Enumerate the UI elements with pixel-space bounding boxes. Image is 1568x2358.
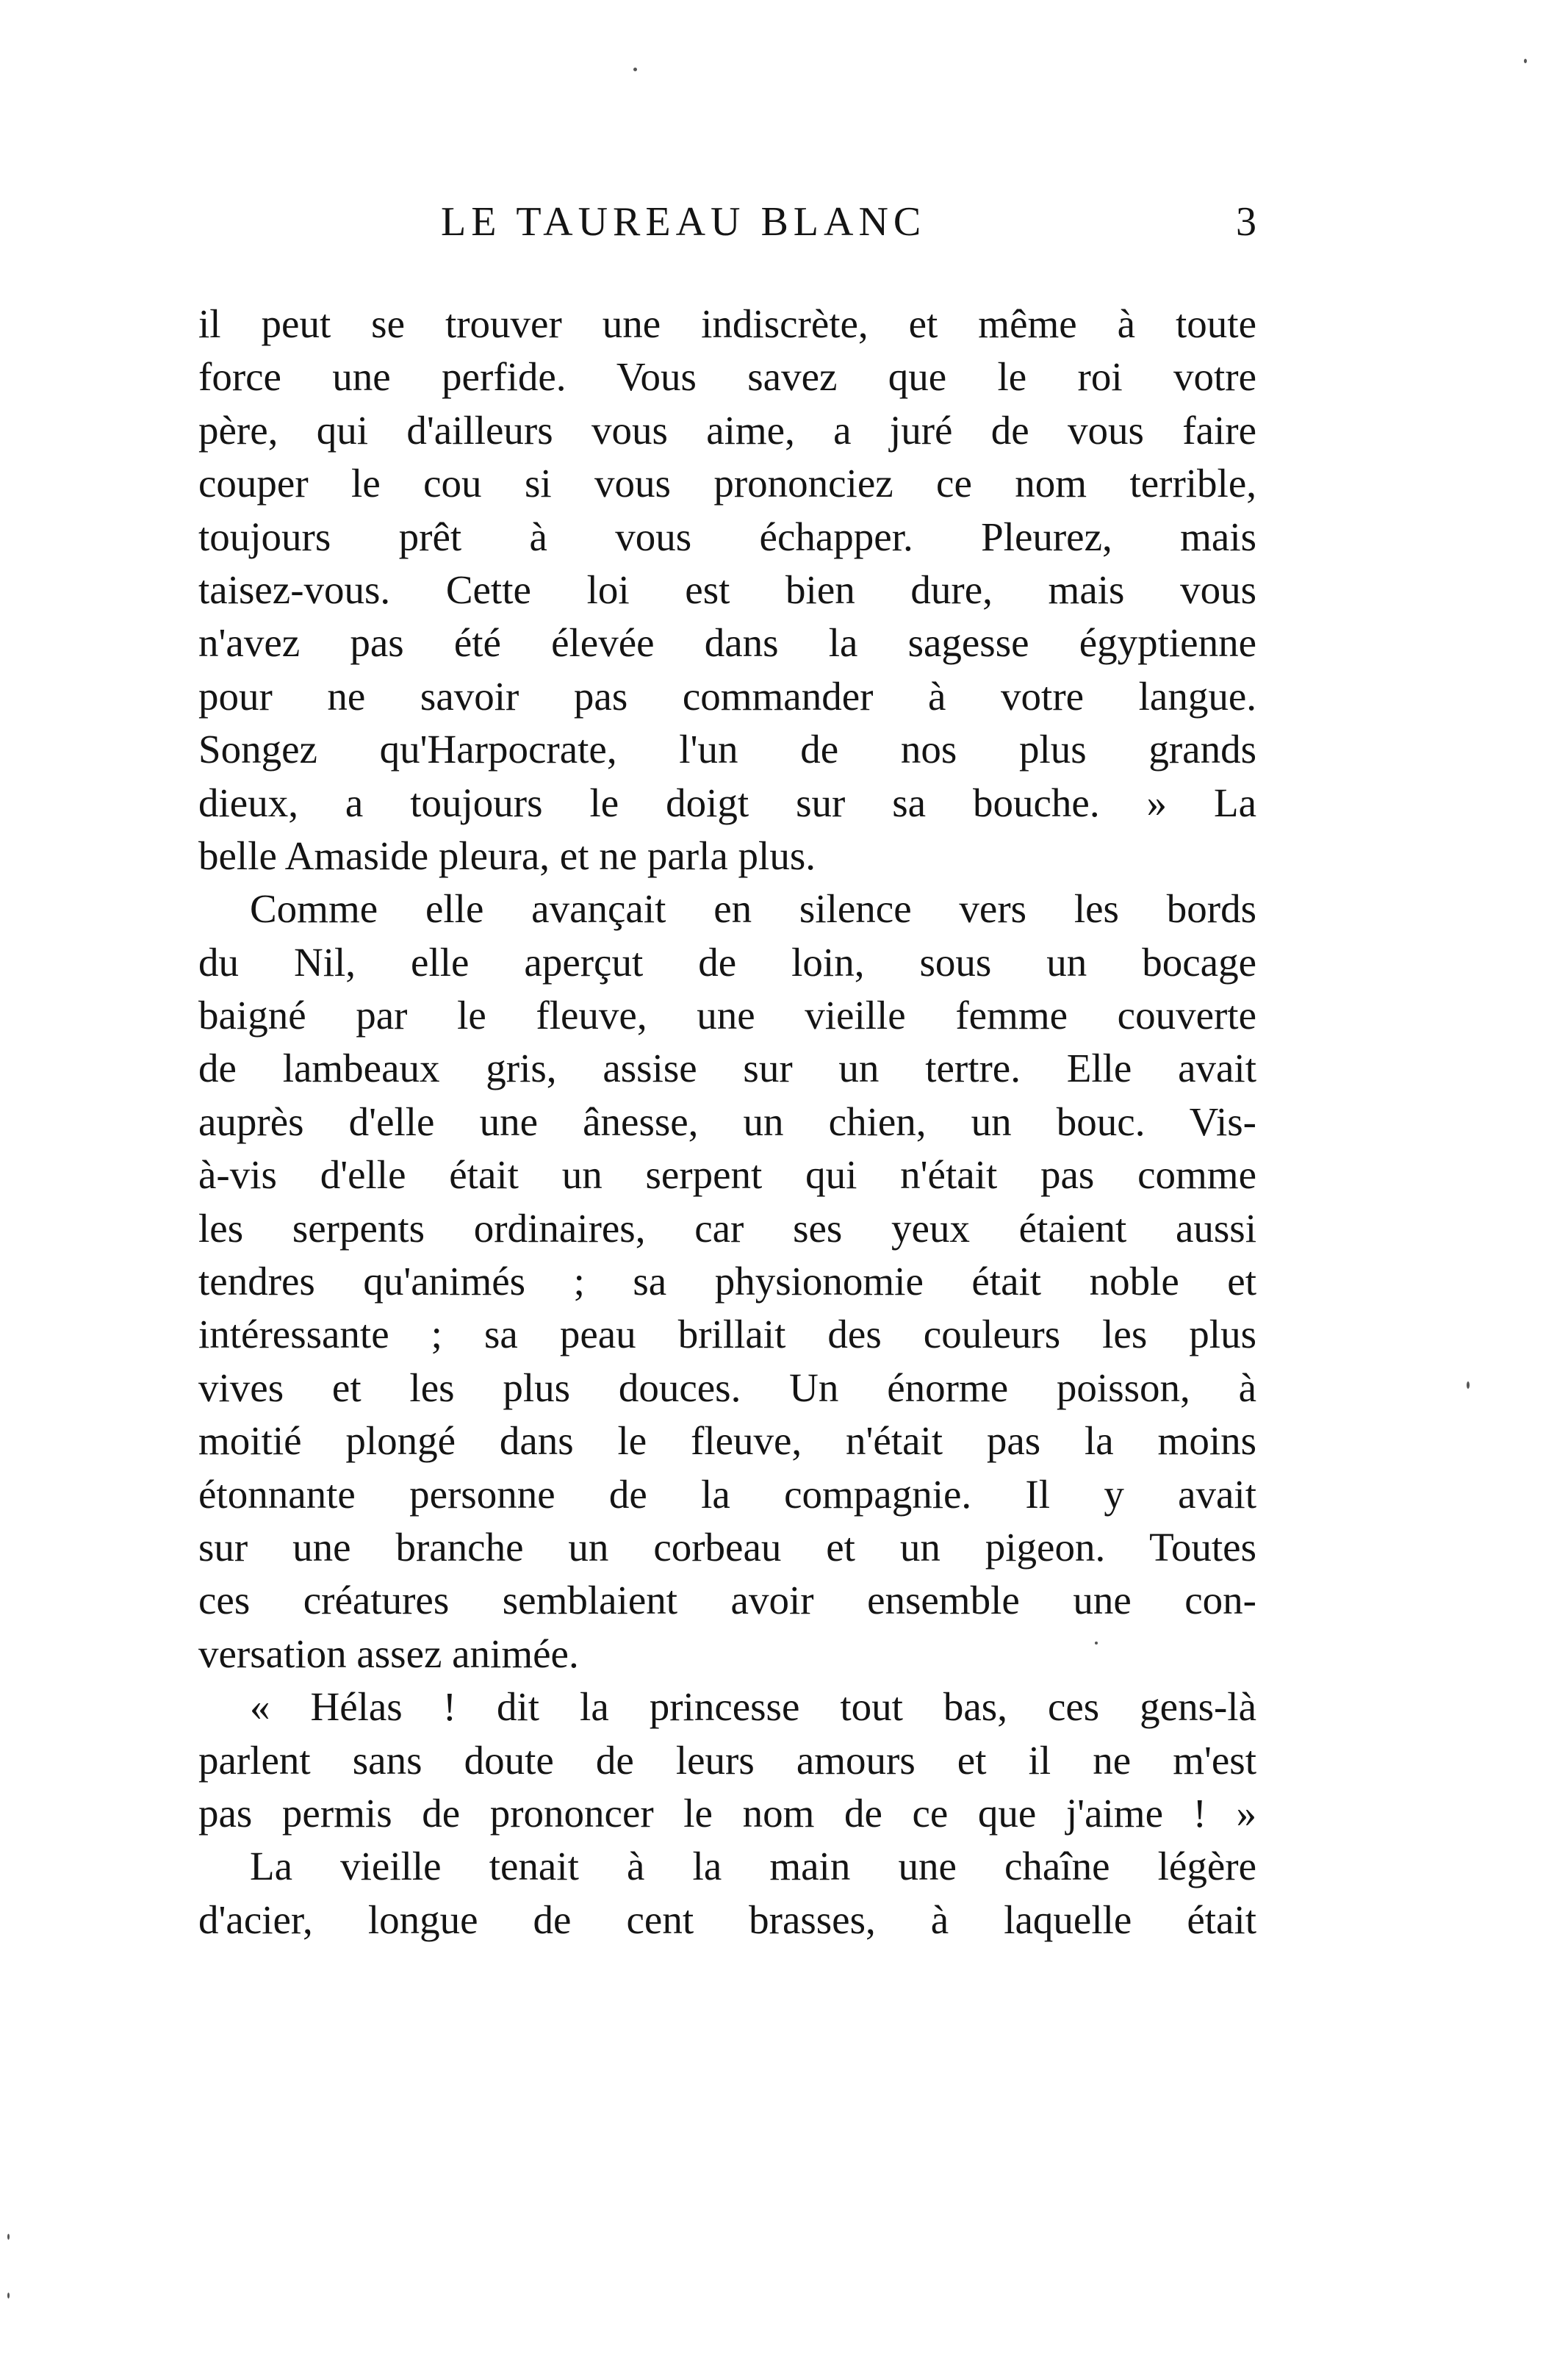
text-line: tendres qu'animés ; sa physionomie était noble et xyxy=(198,1259,1256,1304)
page-header xyxy=(198,193,1256,251)
text-line: auprès d'elle une ânesse, un chien, un bouc. Vis- xyxy=(198,1099,1256,1144)
page-number: 3 xyxy=(1236,199,1256,245)
text-line: pas permis de prononcer le nom de ce que j'aime ! » xyxy=(198,1790,1256,1836)
text-line: taisez-vous. Cette loi est bien dure, mais vous xyxy=(198,567,1256,612)
text-line: sur une branche un corbeau et un pigeon. Toutes xyxy=(198,1524,1256,1570)
text-line: baigné par le fleuve, une vieille femme couverte xyxy=(198,993,1256,1038)
text-line: à-vis d'elle était un serpent qui n'était pas comme xyxy=(198,1152,1256,1198)
text-line: d'acier, longue de cent brasses, à laquelle était xyxy=(198,1897,1256,1942)
text-line: ces créatures semblaient avoir ensemble une con- xyxy=(198,1578,1256,1623)
text-line: Comme elle avançait en silence vers les bords xyxy=(250,886,1256,932)
text-line: pour ne savoir pas commander à votre langue. xyxy=(198,673,1256,719)
text-line: belle Amaside pleura, et ne parla plus. xyxy=(198,833,816,878)
body-text xyxy=(198,298,1256,1947)
text-line: intéressante ; sa peau brillait des couleurs les plus xyxy=(198,1312,1256,1357)
text-line: parlent sans doute de leurs amours et il ne m'est xyxy=(198,1737,1256,1783)
text-line: vives et les plus douces. Un énorme poisson, à xyxy=(198,1365,1256,1410)
text-line: de lambeaux gris, assise sur un tertre. Elle avait xyxy=(198,1046,1256,1091)
text-line: versation assez animée. xyxy=(198,1631,579,1676)
text-line: n'avez pas été élevée dans la sagesse égyptienne xyxy=(198,620,1256,666)
text-line: il peut se trouver une indiscrète, et même à toute xyxy=(198,301,1256,346)
text-line: les serpents ordinaires, car ses yeux étaient aussi xyxy=(198,1205,1256,1251)
scan-speck xyxy=(7,2234,10,2240)
text-line: Songez qu'Harpocrate, l'un de nos plus grands xyxy=(198,727,1256,772)
scan-speck xyxy=(1467,1381,1470,1389)
scan-speck xyxy=(1524,59,1527,63)
text-line: couper le cou si vous prononciez ce nom terrible, xyxy=(198,461,1256,506)
text-line: force une perfide. Vous savez que le roi votre xyxy=(198,354,1256,400)
text-line: toujours prêt à vous échapper. Pleurez, mais xyxy=(198,514,1256,559)
scan-speck xyxy=(633,68,637,71)
text-line: dieux, a toujours le doigt sur sa bouche. » La xyxy=(198,780,1256,825)
scan-speck xyxy=(7,2293,10,2298)
text-line: étonnante personne de la compagnie. Il y avait xyxy=(198,1471,1256,1517)
text-line: « Hélas ! dit la princesse tout bas, ces gens-là xyxy=(250,1684,1256,1730)
running-title: LE TAUREAU BLANC xyxy=(441,199,927,245)
text-line: La vieille tenait à la main une chaîne légère xyxy=(250,1844,1256,1889)
text-line: père, qui d'ailleurs vous aime, a juré de vous faire xyxy=(198,407,1256,453)
text-line: moitié plongé dans le fleuve, n'était pas la moins xyxy=(198,1418,1256,1464)
text-line: du Nil, elle aperçut de loin, sous un bocage xyxy=(198,939,1256,985)
scan-speck xyxy=(1095,1642,1098,1645)
